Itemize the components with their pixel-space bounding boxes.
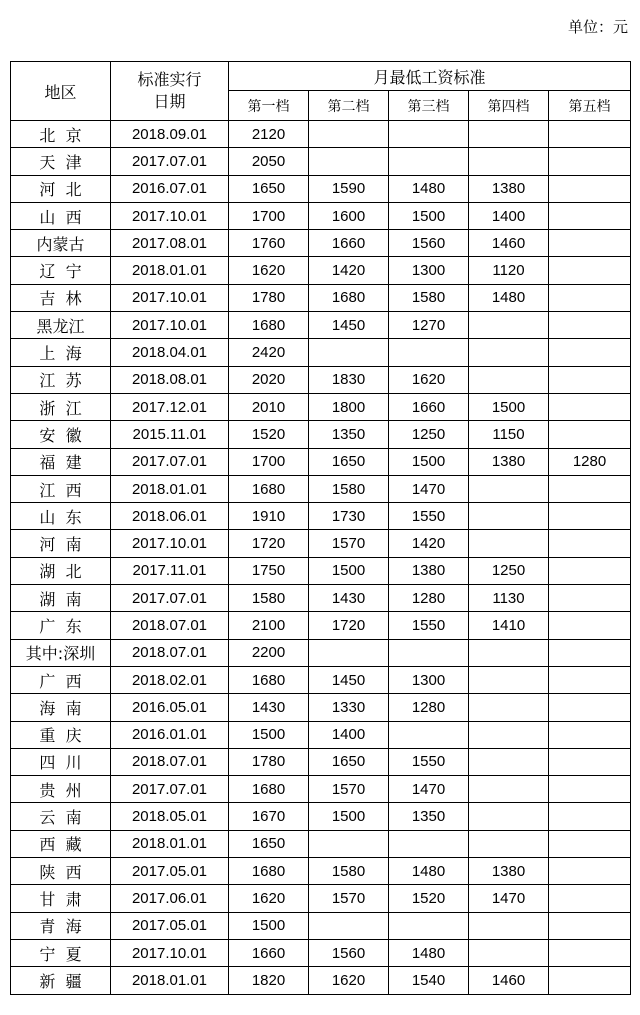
- table-row: [11, 421, 631, 448]
- date-cell: 2017.10.01: [111, 312, 229, 339]
- tier-1-cell: 2100: [229, 612, 309, 639]
- table-body: [11, 121, 631, 995]
- tier-2-cell: 1830: [309, 366, 389, 393]
- tier-4-cell: 1150: [469, 421, 549, 448]
- region-cell: 江 西: [11, 475, 111, 502]
- tier-5-cell: [549, 312, 631, 339]
- tier-3-cell: 1540: [389, 967, 469, 994]
- tier-5-cell: [549, 339, 631, 366]
- tier-4-cell: 1380: [469, 175, 549, 202]
- table-row: [11, 666, 631, 693]
- date-cell: 2018.09.01: [111, 121, 229, 148]
- table-row: [11, 967, 631, 994]
- tier-4-cell: 1470: [469, 885, 549, 912]
- tier-2-cell: 1650: [309, 448, 389, 475]
- tier-5-cell: [549, 393, 631, 420]
- region-cell: 广 东: [11, 612, 111, 639]
- region-cell: 山 西: [11, 202, 111, 229]
- tier-3-cell: 1280: [389, 694, 469, 721]
- date-cell: 2017.10.01: [111, 202, 229, 229]
- date-cell: 2016.07.01: [111, 175, 229, 202]
- tier-5-cell: [549, 148, 631, 175]
- tier-4-cell: [469, 530, 549, 557]
- region-cell: 宁 夏: [11, 939, 111, 966]
- tier-5-cell: [549, 257, 631, 284]
- tier-1-cell: 1760: [229, 230, 309, 257]
- tier-2-cell: 1620: [309, 967, 389, 994]
- tier-1-cell: 1780: [229, 284, 309, 311]
- tier-1-cell: 1680: [229, 858, 309, 885]
- table-row: [11, 721, 631, 748]
- table-row: [11, 339, 631, 366]
- tier-2-cell: 1500: [309, 803, 389, 830]
- tier-5-cell: [549, 639, 631, 666]
- tier-1-cell: 1580: [229, 585, 309, 612]
- tier-3-cell: 1500: [389, 448, 469, 475]
- tier-1-cell: 1620: [229, 885, 309, 912]
- date-cell: 2018.01.01: [111, 475, 229, 502]
- tier-1-cell: 1500: [229, 721, 309, 748]
- region-cell: 河 北: [11, 175, 111, 202]
- region-cell: 天 津: [11, 148, 111, 175]
- region-cell: 陕 西: [11, 858, 111, 885]
- tier-1-cell: 1520: [229, 421, 309, 448]
- tier-5-cell: [549, 557, 631, 584]
- tier-2-cell: 1800: [309, 393, 389, 420]
- date-cell: 2017.08.01: [111, 230, 229, 257]
- region-cell: 内蒙古: [11, 230, 111, 257]
- date-cell: 2018.06.01: [111, 503, 229, 530]
- tier-5-cell: [549, 366, 631, 393]
- tier-5-cell: [549, 885, 631, 912]
- table-row: [11, 202, 631, 229]
- tier-5-cell: [549, 475, 631, 502]
- tier-4-cell: [469, 721, 549, 748]
- tier-2-cell: 1450: [309, 312, 389, 339]
- region-cell: 辽 宁: [11, 257, 111, 284]
- date-cell: 2018.04.01: [111, 339, 229, 366]
- tier-5-cell: [549, 421, 631, 448]
- tier-3-cell: 1520: [389, 885, 469, 912]
- table-row: [11, 530, 631, 557]
- tier-2-cell: 1420: [309, 257, 389, 284]
- region-cell: 湖 南: [11, 585, 111, 612]
- table-row: [11, 121, 631, 148]
- header-tier-3: 第三档: [389, 91, 469, 121]
- tier-2-cell: [309, 830, 389, 857]
- header-date: [111, 62, 229, 121]
- region-cell: 海 南: [11, 694, 111, 721]
- tier-5-cell: [549, 912, 631, 939]
- region-cell: 浙 江: [11, 393, 111, 420]
- tier-2-cell: 1450: [309, 666, 389, 693]
- tier-1-cell: 1680: [229, 312, 309, 339]
- tier-2-cell: 1580: [309, 475, 389, 502]
- header-date-line1: 标准实行: [137, 70, 202, 89]
- date-cell: 2017.07.01: [111, 776, 229, 803]
- tier-3-cell: 1580: [389, 284, 469, 311]
- tier-4-cell: 1410: [469, 612, 549, 639]
- date-cell: 2017.12.01: [111, 393, 229, 420]
- tier-5-cell: [549, 748, 631, 775]
- table-row: [11, 585, 631, 612]
- region-cell: 重 庆: [11, 721, 111, 748]
- table-row: [11, 803, 631, 830]
- date-cell: 2018.07.01: [111, 639, 229, 666]
- tier-2-cell: 1650: [309, 748, 389, 775]
- tier-3-cell: 1480: [389, 175, 469, 202]
- table-row: [11, 148, 631, 175]
- date-cell: 2015.11.01: [111, 421, 229, 448]
- tier-1-cell: 1750: [229, 557, 309, 584]
- tier-2-cell: 1570: [309, 776, 389, 803]
- header-tier-1: 第一档: [229, 91, 309, 121]
- tier-1-cell: 1780: [229, 748, 309, 775]
- tier-1-cell: 1650: [229, 830, 309, 857]
- tier-5-cell: [549, 939, 631, 966]
- tier-3-cell: [389, 148, 469, 175]
- date-cell: 2017.11.01: [111, 557, 229, 584]
- tier-2-cell: [309, 148, 389, 175]
- region-cell: 广 西: [11, 666, 111, 693]
- date-cell: 2017.10.01: [111, 939, 229, 966]
- tier-4-cell: 1460: [469, 967, 549, 994]
- tier-2-cell: [309, 121, 389, 148]
- table-row: [11, 448, 631, 475]
- tier-4-cell: 1480: [469, 284, 549, 311]
- date-cell: 2018.01.01: [111, 967, 229, 994]
- tier-3-cell: [389, 121, 469, 148]
- table-row: [11, 503, 631, 530]
- region-cell: 四 川: [11, 748, 111, 775]
- tier-2-cell: 1400: [309, 721, 389, 748]
- tier-1-cell: 1680: [229, 475, 309, 502]
- tier-4-cell: 1120: [469, 257, 549, 284]
- tier-5-cell: [549, 503, 631, 530]
- tier-5-cell: [549, 612, 631, 639]
- tier-3-cell: 1250: [389, 421, 469, 448]
- tier-1-cell: 1500: [229, 912, 309, 939]
- tier-2-cell: 1560: [309, 939, 389, 966]
- tier-1-cell: 1660: [229, 939, 309, 966]
- region-cell: 福 建: [11, 448, 111, 475]
- table-row: [11, 230, 631, 257]
- tier-3-cell: 1270: [389, 312, 469, 339]
- tier-5-cell: [549, 666, 631, 693]
- date-cell: 2017.10.01: [111, 530, 229, 557]
- tier-5-cell: [549, 585, 631, 612]
- region-cell: 新 疆: [11, 967, 111, 994]
- tier-5-cell: 1280: [549, 448, 631, 475]
- tier-3-cell: 1470: [389, 776, 469, 803]
- table-row: [11, 858, 631, 885]
- tier-2-cell: [309, 912, 389, 939]
- tier-4-cell: 1380: [469, 448, 549, 475]
- region-cell: 西 藏: [11, 830, 111, 857]
- tier-4-cell: 1130: [469, 585, 549, 612]
- tier-3-cell: 1550: [389, 503, 469, 530]
- tier-3-cell: [389, 721, 469, 748]
- header-row: [11, 62, 631, 91]
- tier-4-cell: [469, 694, 549, 721]
- tier-4-cell: 1380: [469, 858, 549, 885]
- tier-2-cell: 1570: [309, 530, 389, 557]
- region-cell: 云 南: [11, 803, 111, 830]
- date-cell: 2017.07.01: [111, 148, 229, 175]
- table-row: [11, 830, 631, 857]
- region-cell: 河 南: [11, 530, 111, 557]
- tier-2-cell: 1600: [309, 202, 389, 229]
- region-cell: 江 苏: [11, 366, 111, 393]
- tier-1-cell: 2200: [229, 639, 309, 666]
- tier-4-cell: [469, 148, 549, 175]
- tier-3-cell: 1480: [389, 939, 469, 966]
- tier-3-cell: 1480: [389, 858, 469, 885]
- tier-1-cell: 1620: [229, 257, 309, 284]
- unit-label: 单位：元: [567, 18, 628, 36]
- tier-1-cell: 2020: [229, 366, 309, 393]
- table-row: [11, 776, 631, 803]
- tier-4-cell: [469, 912, 549, 939]
- table-row: [11, 639, 631, 666]
- region-cell: 吉 林: [11, 284, 111, 311]
- tier-3-cell: 1380: [389, 557, 469, 584]
- tier-4-cell: 1250: [469, 557, 549, 584]
- tier-1-cell: 1700: [229, 202, 309, 229]
- header-group: 月最低工资标准: [229, 62, 631, 91]
- tier-2-cell: 1330: [309, 694, 389, 721]
- tier-5-cell: [549, 694, 631, 721]
- tier-3-cell: 1550: [389, 612, 469, 639]
- tier-5-cell: [549, 721, 631, 748]
- table-row: [11, 366, 631, 393]
- table-row: [11, 312, 631, 339]
- tier-3-cell: 1350: [389, 803, 469, 830]
- table-row: [11, 939, 631, 966]
- tier-5-cell: [549, 530, 631, 557]
- tier-4-cell: 1460: [469, 230, 549, 257]
- tier-5-cell: [549, 858, 631, 885]
- date-cell: 2017.07.01: [111, 448, 229, 475]
- header-tier-5: 第五档: [549, 91, 631, 121]
- tier-4-cell: [469, 748, 549, 775]
- tier-2-cell: [309, 639, 389, 666]
- tier-3-cell: 1620: [389, 366, 469, 393]
- tier-4-cell: [469, 776, 549, 803]
- tier-1-cell: 1650: [229, 175, 309, 202]
- tier-3-cell: 1280: [389, 585, 469, 612]
- tier-1-cell: 1700: [229, 448, 309, 475]
- tier-2-cell: 1720: [309, 612, 389, 639]
- tier-2-cell: 1430: [309, 585, 389, 612]
- tier-3-cell: 1660: [389, 393, 469, 420]
- tier-5-cell: [549, 967, 631, 994]
- table-row: [11, 694, 631, 721]
- tier-3-cell: 1420: [389, 530, 469, 557]
- region-cell: 湖 北: [11, 557, 111, 584]
- tier-1-cell: 1820: [229, 967, 309, 994]
- tier-3-cell: 1470: [389, 475, 469, 502]
- region-cell: 贵 州: [11, 776, 111, 803]
- tier-4-cell: [469, 939, 549, 966]
- tier-2-cell: 1730: [309, 503, 389, 530]
- tier-5-cell: [549, 803, 631, 830]
- date-cell: 2017.05.01: [111, 858, 229, 885]
- tier-2-cell: 1350: [309, 421, 389, 448]
- tier-3-cell: [389, 339, 469, 366]
- tier-5-cell: [549, 830, 631, 857]
- tier-4-cell: [469, 339, 549, 366]
- date-cell: 2018.05.01: [111, 803, 229, 830]
- date-cell: 2017.07.01: [111, 585, 229, 612]
- tier-4-cell: [469, 803, 549, 830]
- tier-3-cell: [389, 830, 469, 857]
- tier-4-cell: [469, 503, 549, 530]
- tier-4-cell: [469, 666, 549, 693]
- region-cell: 北 京: [11, 121, 111, 148]
- minimum-wage-table: [10, 61, 631, 995]
- tier-4-cell: [469, 639, 549, 666]
- date-cell: 2017.05.01: [111, 912, 229, 939]
- tier-3-cell: 1560: [389, 230, 469, 257]
- tier-5-cell: [549, 202, 631, 229]
- table-row: [11, 257, 631, 284]
- date-cell: 2018.01.01: [111, 830, 229, 857]
- tier-1-cell: 1430: [229, 694, 309, 721]
- tier-3-cell: [389, 639, 469, 666]
- date-cell: 2018.07.01: [111, 748, 229, 775]
- tier-2-cell: 1680: [309, 284, 389, 311]
- tier-4-cell: [469, 830, 549, 857]
- table-row: [11, 557, 631, 584]
- tier-1-cell: 1680: [229, 776, 309, 803]
- region-cell: 黑龙江: [11, 312, 111, 339]
- tier-4-cell: [469, 366, 549, 393]
- tier-2-cell: 1570: [309, 885, 389, 912]
- tier-4-cell: [469, 312, 549, 339]
- table-row: [11, 475, 631, 502]
- region-cell: 安 徽: [11, 421, 111, 448]
- tier-2-cell: 1590: [309, 175, 389, 202]
- tier-2-cell: 1660: [309, 230, 389, 257]
- table-row: [11, 284, 631, 311]
- tier-2-cell: 1580: [309, 858, 389, 885]
- region-cell: 青 海: [11, 912, 111, 939]
- tier-2-cell: [309, 339, 389, 366]
- tier-3-cell: 1500: [389, 202, 469, 229]
- tier-5-cell: [549, 776, 631, 803]
- tier-3-cell: 1550: [389, 748, 469, 775]
- region-cell: 甘 肃: [11, 885, 111, 912]
- tier-3-cell: [389, 912, 469, 939]
- tier-4-cell: 1500: [469, 393, 549, 420]
- tier-4-cell: [469, 475, 549, 502]
- table-row: [11, 748, 631, 775]
- date-cell: 2017.06.01: [111, 885, 229, 912]
- header-region: 地区: [11, 62, 111, 121]
- tier-4-cell: 1400: [469, 202, 549, 229]
- tier-1-cell: 1670: [229, 803, 309, 830]
- table-row: [11, 885, 631, 912]
- header-date-line2: 日期: [153, 92, 186, 111]
- tier-1-cell: 1680: [229, 666, 309, 693]
- tier-1-cell: 2050: [229, 148, 309, 175]
- tier-1-cell: 1720: [229, 530, 309, 557]
- tier-3-cell: 1300: [389, 257, 469, 284]
- date-cell: 2018.02.01: [111, 666, 229, 693]
- date-cell: 2018.07.01: [111, 612, 229, 639]
- tier-3-cell: 1300: [389, 666, 469, 693]
- region-cell: 其中:深圳: [11, 639, 111, 666]
- header-tier-2: 第二档: [309, 91, 389, 121]
- date-cell: 2018.08.01: [111, 366, 229, 393]
- date-cell: 2018.01.01: [111, 257, 229, 284]
- tier-2-cell: 1500: [309, 557, 389, 584]
- table-row: [11, 175, 631, 202]
- region-cell: 山 东: [11, 503, 111, 530]
- table-row: [11, 912, 631, 939]
- date-cell: 2016.01.01: [111, 721, 229, 748]
- tier-4-cell: [469, 121, 549, 148]
- table-row: [11, 612, 631, 639]
- tier-1-cell: 2420: [229, 339, 309, 366]
- tier-5-cell: [549, 121, 631, 148]
- tier-1-cell: 2010: [229, 393, 309, 420]
- tier-5-cell: [549, 284, 631, 311]
- table-row: [11, 393, 631, 420]
- tier-5-cell: [549, 175, 631, 202]
- tier-5-cell: [549, 230, 631, 257]
- date-cell: 2017.10.01: [111, 284, 229, 311]
- tier-1-cell: 2120: [229, 121, 309, 148]
- date-cell: 2016.05.01: [111, 694, 229, 721]
- region-cell: 上 海: [11, 339, 111, 366]
- tier-1-cell: 1910: [229, 503, 309, 530]
- header-tier-4: 第四档: [469, 91, 549, 121]
